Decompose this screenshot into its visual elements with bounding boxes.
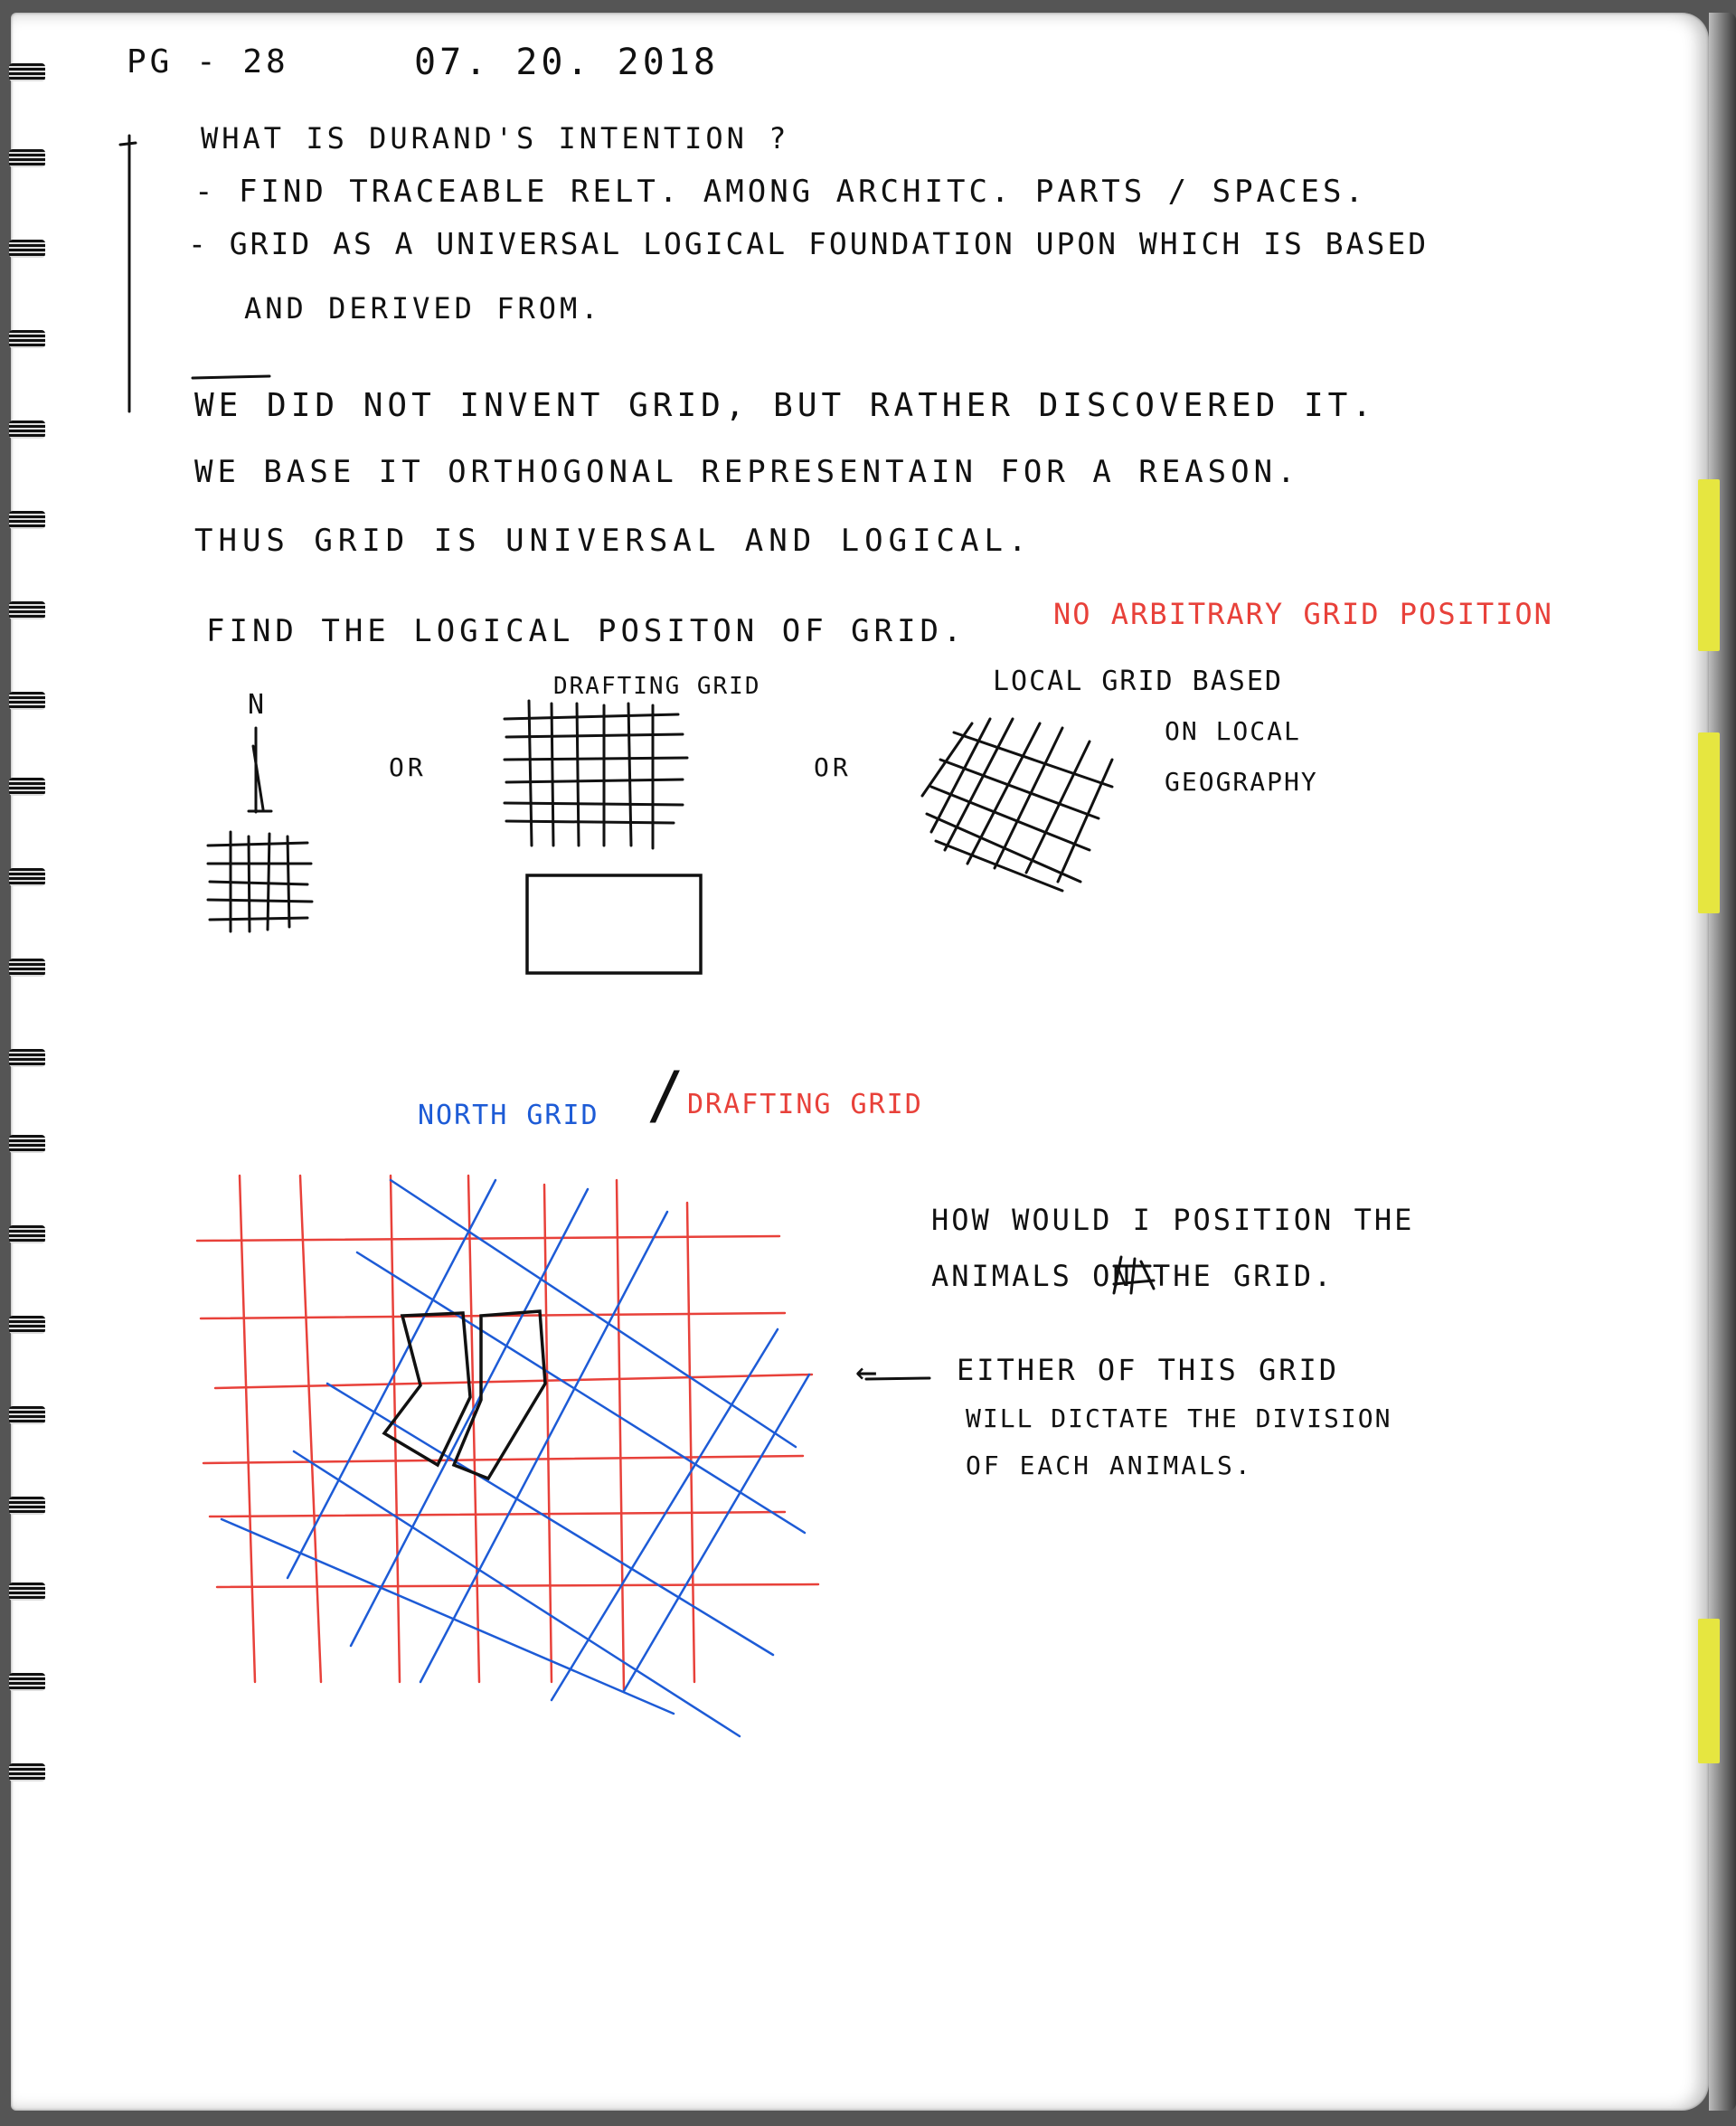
answer-line-3: OF EACH ANIMALS. [966, 1450, 1253, 1480]
page-number: PG - 28 [127, 43, 289, 80]
answer-line-1: EITHER OF THIS GRID [957, 1353, 1340, 1387]
answer-line-2: WILL DICTATE THE DIVISION [966, 1403, 1392, 1433]
red-drafting-grid [197, 1176, 818, 1691]
page-date: 07. 20. 2018 [414, 42, 719, 83]
statement-3: THUS GRID IS UNIVERSAL AND LOGICAL. [194, 523, 1033, 559]
blue-north-grid [222, 1180, 809, 1736]
no-arbitrary-note: NO ARBITRARY GRID POSITION [1053, 597, 1553, 631]
or-label-1: OR [389, 752, 427, 782]
north-arrow-sketch [249, 728, 271, 812]
find-position-text: FIND THE LOGICAL POSITON OF GRID. [206, 613, 967, 649]
north-label: N [248, 689, 269, 721]
animal-outline-shapes [384, 1311, 545, 1479]
statement-2: WE BASE IT ORTHOGONAL REPRESENTAIN FOR A REASON. [194, 454, 1300, 490]
drafting-grid-label: DRAFTING GRID [553, 673, 761, 700]
left-arrow-icon: ← [855, 1351, 878, 1393]
scribble-mark [1114, 1257, 1154, 1293]
title-slash: / [646, 1058, 685, 1132]
bullet-1: - FIND TRACEABLE RELT. AMONG ARCHITC. PARTS / SPACES. [194, 174, 1367, 210]
north-grid-sketch [208, 832, 312, 931]
arrow-tail [866, 1378, 929, 1379]
bullet-2a: - GRID AS A UNIVERSAL LOGICAL FOUNDATION UPON WHICH IS BASED [188, 226, 1429, 261]
drafting-grid-title: DRAFTING GRID [687, 1089, 923, 1120]
question-position-2: ANIMALS ON THE GRID. [931, 1259, 1335, 1293]
local-grid-label-3: GEOGRAPHY [1165, 767, 1318, 797]
local-grid-label-2: ON LOCAL [1165, 716, 1301, 746]
local-grid-sketch [922, 719, 1112, 891]
statement-1: WE DID NOT INVENT GRID, BUT RATHER DISCOVERED IT. [194, 387, 1377, 424]
local-grid-label: LOCAL GRID BASED [993, 666, 1283, 697]
bullet-2b: AND DERIVED FROM. [244, 291, 602, 326]
or-label-2: OR [814, 752, 852, 782]
question-position-1: HOW WOULD I POSITION THE [931, 1203, 1415, 1237]
north-grid-title: NORTH GRID [418, 1100, 599, 1131]
question-heading: WHAT IS DURAND'S INTENTION ? [201, 121, 790, 156]
drafting-grid-sketch [505, 701, 701, 973]
margin-bracket [120, 136, 269, 411]
